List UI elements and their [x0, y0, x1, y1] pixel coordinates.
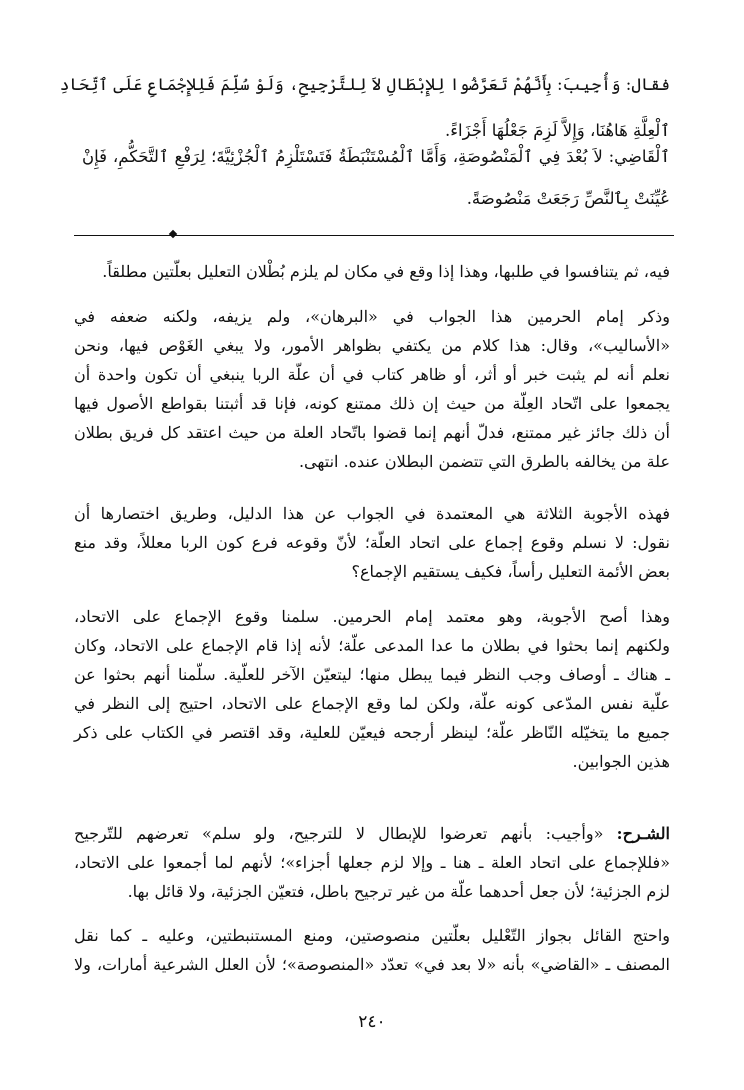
divider-ornament	[169, 230, 177, 238]
sharh-first-line	[74, 820, 670, 848]
paragraph-2-line: وذكر إمام الحرمين هذا الجواب في «البرهان»، ولم يزيفه، ولكنه ضعفه في	[74, 307, 671, 326]
matn-line-1: فقال: وَأُجِيبَ: بِأَنَّهُمْ تَعَرَّضُوا لِلإِبْطَالِ لاَ لِلتَّرْجِيحِ، وَلَوْ سُلِّمَ فَلِلإِجْمَاعِ عَلَى ٱتِّحَادِ	[59, 75, 670, 94]
paragraph-2-line: علة من يخالفه بالطرق التي تتضمن البطلان عنده. انتهى.	[298, 452, 670, 471]
paragraph-5-line: «فللإجماع على اتحاد العلة ـ هنا ـ وإلا لزم جعلها أجزاء»؛ لأنهم لما أجمعوا على الاتحاد،	[74, 853, 670, 872]
paragraph-3-line: نقول: لا نسلم وقوع إجماع على اتحاد العلّة؛ لأنّ وقوعه فرع كون الربا معللاً، وقد منع	[74, 533, 670, 552]
paragraph-5-line: لزم الجزئية؛ لأن جعل أحدهما علّة من غير ترجيح باطل، فتعيّن الجزئية، ولا قائل بها.	[127, 882, 670, 901]
paragraph-4-line: وهذا أصح الأجوبة، وهو معتمد إمام الحرمين. سلمنا وقوع الإجماع على الاتحاد،	[74, 607, 670, 626]
paragraph-3-line: فهذه الأجوبة الثلاثة هي المعتمدة في الجواب عن هذا الدليل، وطريق اختصارها أن	[74, 504, 670, 523]
paragraph-2-line: «الأساليب»، وقال: هذا كلام من يكتفي بظواهر الأمور، ولا يبغي الغَوْص فيها، ونحن	[74, 336, 670, 355]
paragraph-4-line: ولكنهم إنما بحثوا في بطلان ما عدا المدعى علّة؛ لأنه إذا قام الإجماع على الاتحاد، وكان	[74, 636, 670, 655]
paragraph-2-line: أن ذلك جائز غير ممتنع، فدلّ أنهم إنما قضوا باتّحاد العلة من حيث اعتقد كل فريق بطلان	[74, 423, 670, 442]
page-number: ٢٤٠	[358, 1012, 386, 1032]
matn-line-4: عُيِّنَتْ بِٱلنَّصِّ رَجَعَتْ مَنْصُوصَةً.	[466, 189, 670, 208]
matn-line-3: ٱلْقَاضِي: لاَ بُعْدَ فِي ٱلْمَنْصُوصَةِ، وَأَمَّا ٱلْمُسْتَنْبَطَةُ فَتَسْتَلْزِمُ ٱلْجُزْئِيَّةَ؛ لِرَفْعِ ٱلتَّحَكُّمِ، فَإِنْ	[82, 147, 670, 166]
matn-line-2: ٱلْعِلَّةِ هَاهُنَا، وَإِلاَّ لَزِمَ جَعْلُهَا أَجْزَاءً.	[445, 121, 670, 140]
paragraph-2-line: نعلم أنه لم يثبت خبر أو أثر، أو ظاهر كتاب في أن علّة الربا ينبغي أن تكون واحدة أن	[74, 365, 670, 384]
paragraph-4-line: هذين الجوابين.	[572, 752, 670, 771]
paragraph-4-line: جميع ما يتخيّله النّاظر علّة؛ لينظر أرجحه فيعيّن للعلية، وقد اقتصر في الكتاب على ذكر	[74, 723, 670, 742]
paragraph-6-line: المصنف ـ «القاضي» بأنه «لا بعد في» تعدّد «المنصوصة»؛ لأن العلل الشرعية أمارات، ولا	[74, 955, 671, 974]
paragraph-3-line: بعض الأئمة التعليل رأساً، فكيف يستقيم الإجماع؟	[351, 562, 670, 581]
sharh-label: الشـرح:	[616, 824, 670, 843]
paragraph-4-line: علّية نفس المدّعى كونه علّة، ولكن لما وقع الإجماع على الاتحاد، احتيج إلى النظر في	[74, 694, 670, 713]
paragraph-2-line: يجمعوا على اتّحاد العِلّة من حيث إن ذلك ممتنع كونه، فإنا قد أثبتنا بقواطع الأصول فيها	[74, 394, 670, 413]
paragraph-6-line: واحتج القائل بجواز التّعْليل بعلّتين منصوصتين، ومنع المستنبطتين، وعليه ـ كما نقل	[74, 926, 670, 945]
section-divider	[74, 235, 674, 236]
paragraph-4-line: ـ هناك ـ أوصاف وجب النظر فيما يبطل منها؛ ليتعيّن الآخر للعلّية. سلّمنا أنهم بحثوا عن	[74, 665, 670, 684]
sharh-text: «وأجيب: بأنهم تعرضوا للإبطال لا للترجيح، ولو سلم» تعرضهم للتّرجيح	[74, 824, 604, 843]
paragraph-1-line: فيه، ثم يتنافسوا في طلبها، وهذا إذا وقع في مكان لم يلزم بُطْلان التعليل بعلّتين مطلقاً.	[102, 262, 670, 281]
